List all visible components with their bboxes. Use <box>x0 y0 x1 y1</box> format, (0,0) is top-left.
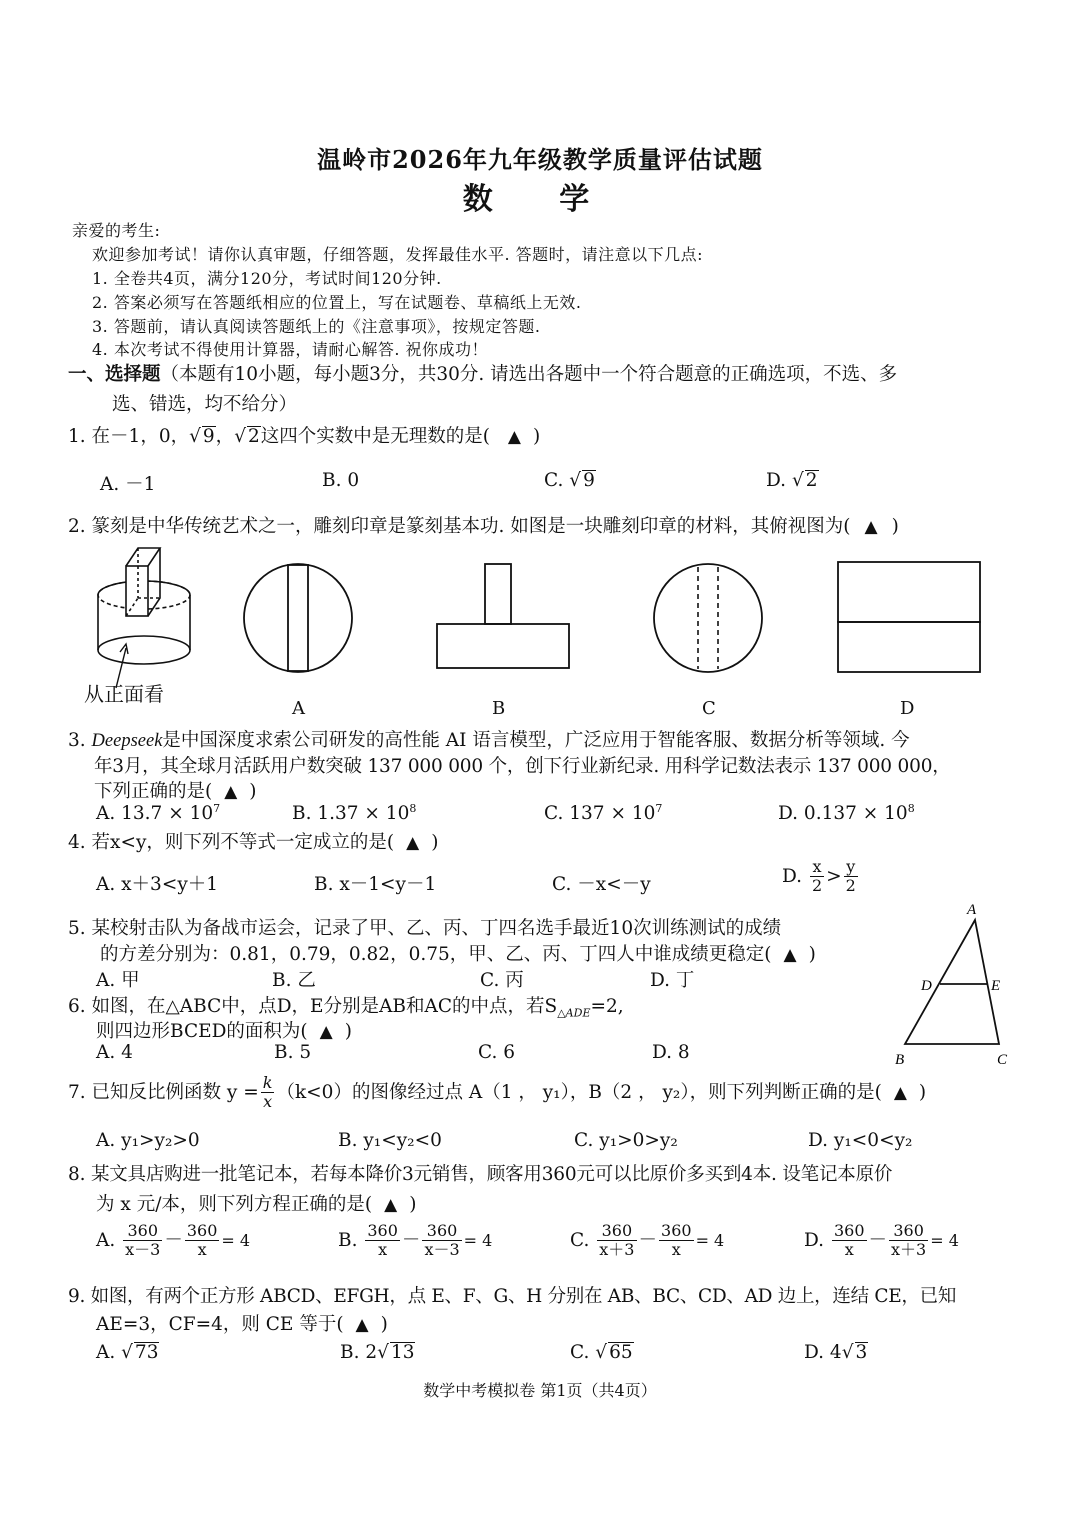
question-6-stem-end <box>96 1017 352 1043</box>
paren: ) <box>431 832 439 853</box>
answer-triangle: ▲ <box>319 1022 333 1042</box>
option-a-figure <box>242 565 356 675</box>
option-c: C. 丙 <box>480 970 524 991</box>
question-4 <box>68 828 438 854</box>
option-a: A. －1 <box>100 474 156 495</box>
option-d: D. 8 <box>652 1042 690 1063</box>
answer-triangle: ▲ <box>224 782 238 802</box>
question-text: 为 x 元/本，则下列方程正确的是( <box>96 1194 373 1215</box>
notice-item: 2. 答案必须写在答题纸相应的位置上，写在试题卷、草稿纸上无效. <box>92 293 582 312</box>
question-2 <box>68 512 899 538</box>
exam-title: 温岭市2026年九年级教学质量评估试题 <box>317 145 763 174</box>
radicand: 9 <box>583 470 595 491</box>
question-number: 9. <box>68 1286 86 1307</box>
option-d: D. y₁<0<y₂ <box>808 1130 913 1151</box>
question-text: 已知反比例函数 y = <box>91 1081 259 1103</box>
point-label: D <box>921 978 932 994</box>
answer-triangle: ▲ <box>893 1082 907 1103</box>
question-number: 7. <box>68 1081 86 1103</box>
question-text: 某文具店购进一批笔记本，若每本降价3元销售，顾客用360元可以比原价多买到4本. 设笔记本原价 <box>90 1164 893 1185</box>
option-c: C. $137 \times 10^7$ <box>544 802 663 825</box>
option-a: A. 4 <box>96 1042 133 1063</box>
point-label: B <box>895 1052 905 1068</box>
section-desc: （本题有10小题，每小题3分，共30分. 请选出各题中一个符合题意的正确选项，不选、多 <box>160 364 898 385</box>
option-b: B. 乙 <box>272 970 316 991</box>
paren: ) <box>409 1194 417 1215</box>
option-c: C. －x<－y <box>552 874 651 895</box>
question-text: 如图，在△ABC中，点D，E分别是AB和AC的中点，若S <box>91 996 558 1017</box>
paren: ) <box>891 516 899 537</box>
figure-label-b: B <box>492 698 506 719</box>
section-name: 选择题 <box>105 364 161 385</box>
question-number: 3. <box>68 730 86 751</box>
question-text: 年3月，其全球月活跃用户数突破 137 000 000 个，创下行业新纪录. 用科学记数法表示 137 000 000， <box>94 756 951 777</box>
option-b: B. y₁<y₂<0 <box>338 1130 442 1151</box>
answer-triangle: ▲ <box>406 833 420 853</box>
question-5-stem-end <box>100 940 816 966</box>
front-view-label: 从正面看 <box>84 682 164 706</box>
stamp-solid-figure <box>90 540 205 680</box>
notice-item: 4. 本次考试不得使用计算器，请耐心解答. 祝你成功！ <box>92 340 489 359</box>
question-number: 5. <box>68 918 86 939</box>
option-b: B. $1.37 \times 10^8$ <box>292 802 417 825</box>
notice-intro: 欢迎参加考试！请你认真审题，仔细答题，发挥最佳水平. 答题时，请注意以下几点: <box>92 245 704 264</box>
question-text: 的方差分别为：0.81，0.79，0.82，0.75，甲、乙、丙、丁四人中谁成绩更稳定( <box>100 944 772 965</box>
question-8-stem-end <box>96 1190 416 1216</box>
question-number: 6. <box>68 996 86 1017</box>
question-6 <box>68 992 624 1020</box>
point-label: C <box>997 1052 1008 1068</box>
option-c: C. 6 <box>478 1042 516 1063</box>
option-a: A. $13.7 \times 10^7$ <box>96 802 221 825</box>
subject-title: 数 学 <box>462 182 618 217</box>
question-text: 篆刻是中华传统艺术之一，雕刻印章是篆刻基本功. 如图是一块雕刻印章的材料，其俯视图为( <box>91 516 851 537</box>
section-number: 一、 <box>68 364 106 385</box>
figure-label-d: D <box>900 698 915 719</box>
option-b: B. x－1<y－1 <box>314 874 437 895</box>
question-7: 7. 已知反比例函数 y = $\frac{k}{x}$ （k<0）的图像经过点 A（1 ， y₁），B（2 ， y₂），则下列判断正确的是( ▲ ) <box>68 1073 927 1112</box>
option-a: A. $\frac{360}{x-3}$ － $\frac{360}{x}$ = 4 <box>96 1221 251 1260</box>
question-number: 1. <box>68 426 86 447</box>
triangle-abc-figure <box>895 898 1020 1070</box>
option-d-figure <box>836 560 982 674</box>
option-a: A. 甲 <box>96 970 140 991</box>
question-text: （k<0）的图像经过点 A（1 ， y₁），B（2 ， y₂），则下列判断正确的是( <box>276 1081 882 1103</box>
notice-greeting: 亲爱的考生: <box>72 221 161 240</box>
option-b-figure <box>435 562 571 672</box>
question-3 <box>68 726 910 752</box>
question-number: 4. <box>68 832 86 853</box>
question-text: 则四边形BCED的面积为( <box>96 1021 308 1042</box>
paren: ) <box>808 944 816 965</box>
answer-triangle: ▲ <box>864 517 878 537</box>
question-text: ， <box>215 426 235 447</box>
radicand: 3 <box>855 1342 868 1363</box>
answer-triangle: ▲ <box>507 427 521 447</box>
option-c: C. √ 9 <box>544 470 595 491</box>
notice-item: 1. 全卷共4页，满分120分，考试时间120分钟. <box>92 269 442 288</box>
option-b: B. 0 <box>322 470 360 491</box>
paren: ) <box>249 781 257 802</box>
question-8 <box>68 1160 892 1186</box>
radicand: 9 <box>202 426 215 447</box>
question-number: 2. <box>68 516 86 537</box>
question-text: 某校射击队为备战市运会，记录了甲、乙、丙、丁四名选手最近10次训练测试的成绩 <box>91 918 782 939</box>
option-a: A. x＋3<y＋1 <box>96 874 219 895</box>
question-3-stem-end <box>94 777 257 803</box>
option-c: C. √ 65 <box>570 1342 633 1363</box>
option-d: D. √ 2 <box>766 470 818 491</box>
question-text: 这四个实数中是无理数的是( <box>260 426 490 447</box>
point-label: A <box>967 902 977 918</box>
radicand: 73 <box>134 1342 159 1363</box>
radicand: 2 <box>805 470 818 491</box>
paren: ) <box>532 426 541 447</box>
option-c: C. $\frac{360}{x+3}$ － $\frac{360}{x}$ = 4 <box>570 1221 725 1260</box>
question-text: 是中国深度求索公司研发的高性能 AI 语言模型，广泛应用于智能客服、数据分析等领域. 今 <box>162 730 910 751</box>
option-c-figure <box>652 565 766 675</box>
answer-triangle: ▲ <box>355 1315 369 1335</box>
option-d: D. $\frac{360}{x}$ － $\frac{360}{x+3}$ = 4 <box>804 1221 959 1260</box>
point-label: E <box>991 978 1001 994</box>
option-d: D. 4√ 3 <box>804 1342 868 1363</box>
question-text: AE=3，CF=4，则 CE 等于( <box>96 1314 344 1335</box>
question-text: 下列正确的是( <box>94 781 213 802</box>
question-number: 8. <box>68 1164 86 1185</box>
question-text: 如图，有两个正方形 ABCD、EFGH，点 E、F、G、H 分别在 AB、BC、CD、AD 边上，连结 CE，已知 <box>90 1286 957 1307</box>
option-a: A. y₁>y₂>0 <box>96 1130 200 1151</box>
question-9-stem-end <box>96 1310 388 1336</box>
paren: ) <box>344 1021 352 1042</box>
question-1: 1. 在－1，0，√ 9，√ 2这四个实数中是无理数的是( ▲ ) <box>68 426 541 447</box>
question-9 <box>68 1282 956 1308</box>
radicand: 2 <box>247 426 260 447</box>
question-text: 若x<y，则下列不等式一定成立的是( <box>91 832 395 853</box>
option-b: B. $\frac{360}{x}$ － $\frac{360}{x-3}$ = 4 <box>338 1221 493 1260</box>
option-c: C. y₁>0>y₂ <box>574 1130 678 1151</box>
brand-name: Deepseek <box>91 731 163 751</box>
notice-item: 3. 答题前，请认真阅读答题纸上的《注意事项》，按规定答题. <box>92 317 541 336</box>
figure-label-a: A <box>292 698 305 719</box>
option-d: D. 丁 <box>650 970 695 991</box>
paren: ) <box>380 1314 388 1335</box>
option-b: B. 5 <box>274 1042 312 1063</box>
paren: ) <box>918 1081 927 1103</box>
answer-triangle: ▲ <box>384 1195 398 1215</box>
option-b: B. 2√ 13 <box>340 1342 415 1363</box>
answer-triangle: ▲ <box>783 945 797 965</box>
page-footer: 数学中考模拟卷 第1页（共4页） <box>423 1381 657 1400</box>
option-a: A. √ 73 <box>96 1342 159 1363</box>
option-d: D. $\frac{x}{2}$ > $\frac{y}{2}$ <box>782 857 856 896</box>
radicand: 65 <box>609 1342 633 1363</box>
question-text: 在－1，0， <box>91 426 190 447</box>
radicand: 13 <box>390 1342 415 1363</box>
question-text: =2, <box>590 996 624 1017</box>
option-d: D. $0.137 \times 10^8$ <box>778 802 915 825</box>
question-5 <box>68 914 781 940</box>
section-header <box>68 360 897 386</box>
subscript: △ADE <box>557 1006 591 1020</box>
section-desc-cont: 选、错选，均不给分） <box>112 394 298 415</box>
figure-label-c: C <box>702 698 716 719</box>
